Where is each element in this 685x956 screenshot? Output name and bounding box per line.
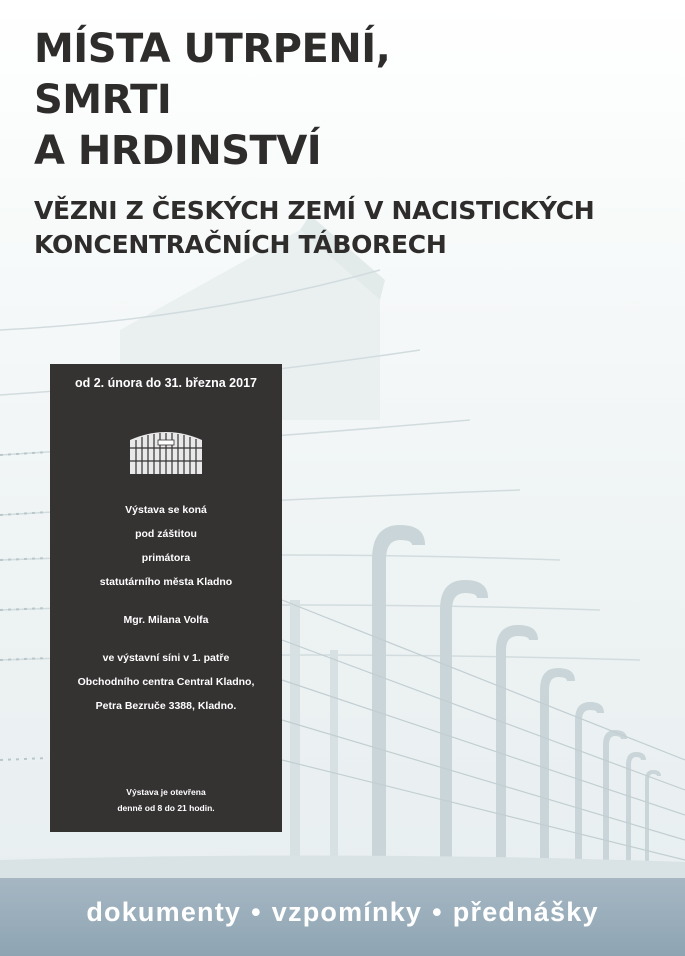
subtitle-line: KONCENTRAČNÍCH TÁBORECH <box>34 230 447 259</box>
opening-hours <box>50 784 282 816</box>
venue-line: Petra Bezruče 3388, Kladno. <box>95 700 237 712</box>
hours-line: Výstava je otevřena <box>126 787 206 797</box>
info-box <box>50 364 282 832</box>
title-line: MÍSTA UTRPENÍ, <box>34 26 391 72</box>
exhibition-details <box>50 504 282 712</box>
poster-subtitle <box>34 194 594 262</box>
patronage-line: pod záštitou <box>135 528 197 540</box>
patronage-line: primátora <box>141 552 191 564</box>
venue-line: Obchodního centra Central Kladno, <box>77 676 255 688</box>
bullet-separator: • <box>251 897 262 927</box>
date-range: od 2. února do 31. března 2017 <box>74 376 257 390</box>
patron-name: Mgr. Milana Volfa <box>123 614 209 626</box>
poster-title <box>34 24 390 177</box>
footer-tagline <box>0 897 685 928</box>
patronage-line: Výstava se koná <box>125 504 207 516</box>
footer-item: přednášky <box>452 897 599 927</box>
bullet-separator: • <box>432 897 443 927</box>
venue-line: ve výstavní síni v 1. patře <box>102 652 230 664</box>
title-line: A HRDINSTVÍ <box>34 128 322 174</box>
hours-line: denně od 8 do 21 hodin. <box>117 803 215 813</box>
footer-item: dokumenty <box>86 897 242 927</box>
footer-item: vzpomínky <box>271 897 423 927</box>
patronage-line: statutárního města Kladno <box>99 576 233 588</box>
subtitle-line: VĚZNI Z ČESKÝCH ZEMÍ V NACISTICKÝCH <box>34 196 595 225</box>
title-line: SMRTI <box>34 77 172 123</box>
camp-gate-icon <box>128 428 204 476</box>
